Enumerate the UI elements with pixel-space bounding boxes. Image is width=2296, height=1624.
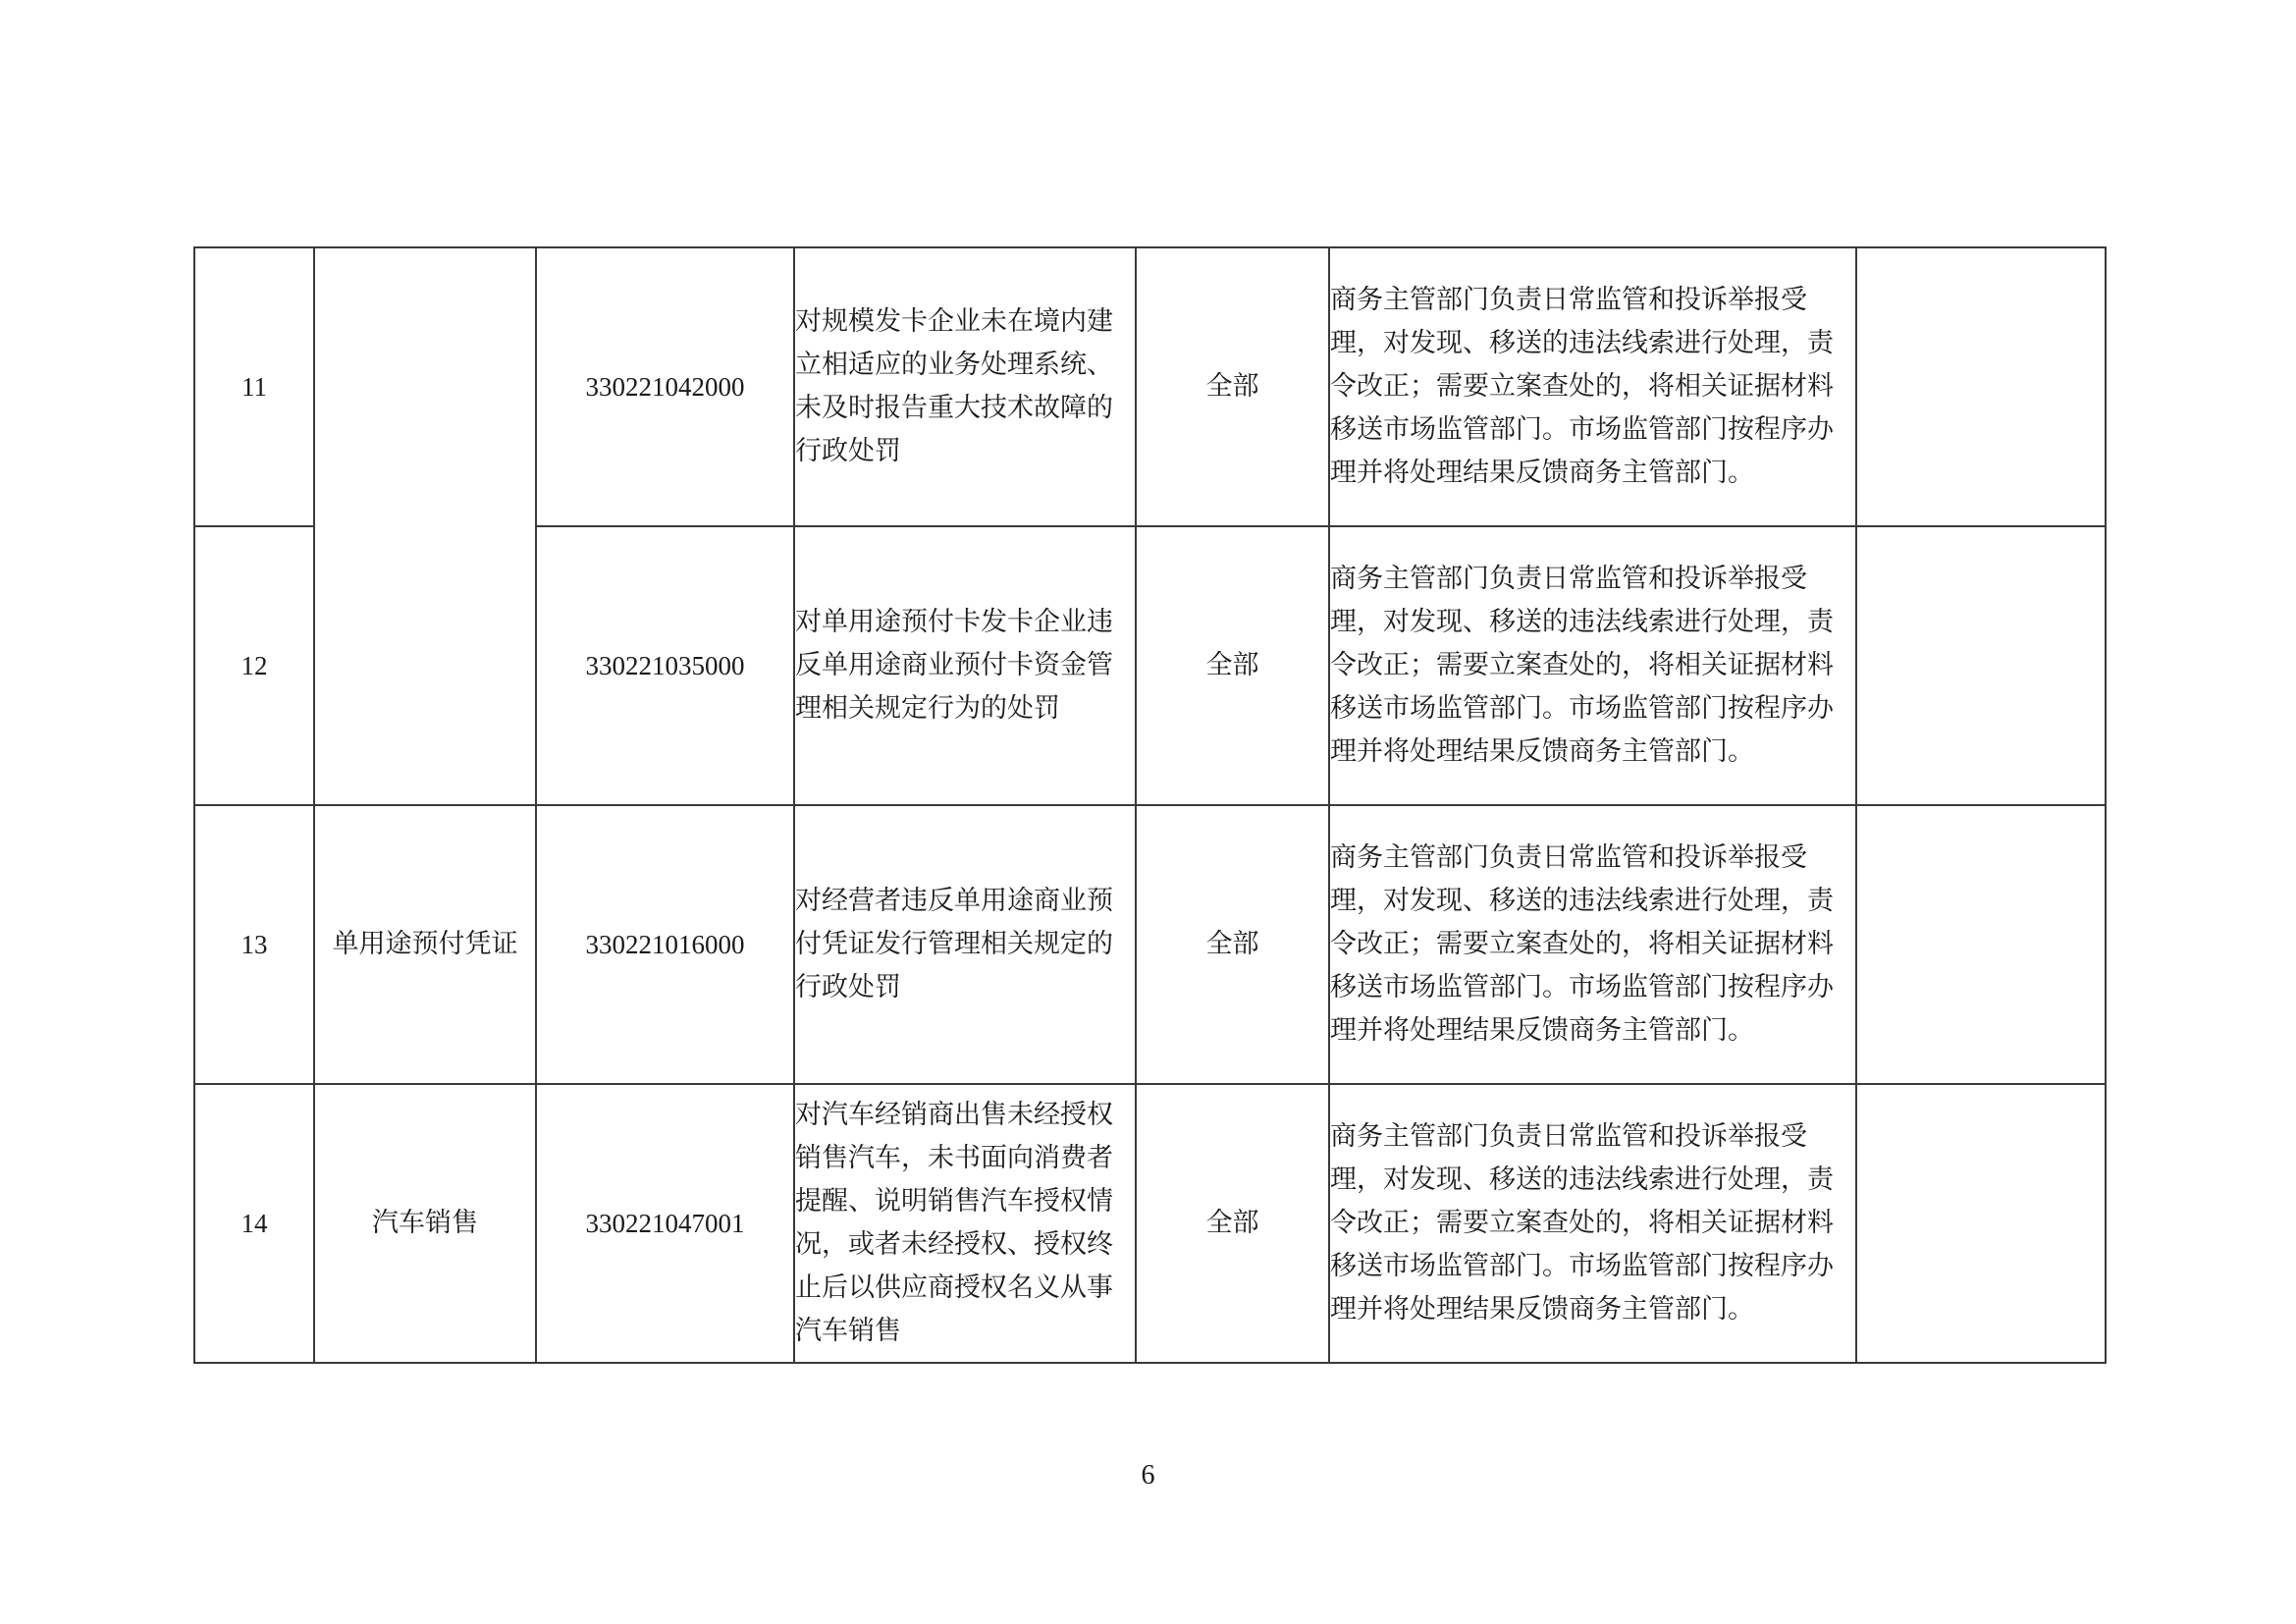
matter-code: 330221016000	[536, 805, 794, 1084]
table-row	[194, 1084, 2106, 1363]
row-number: 11	[194, 247, 314, 526]
duty-description: 商务主管部门负责日常监管和投诉举报受理，对发现、移送的违法线索进行处理，责令改正；需要立案查处的，将相关证据材料移送市场监管部门。市场监管部门按程序办理并将处理结果反馈商务主管部门。	[1329, 247, 1856, 526]
row-number: 13	[194, 805, 314, 1084]
table-row	[194, 805, 2106, 1084]
category-cell: 汽车销售	[314, 1084, 536, 1363]
note-cell	[1856, 247, 2106, 526]
matter-name: 对单用途预付卡发卡企业违反单用途商业预付卡资金管理相关规定行为的处罚	[794, 526, 1136, 805]
table-row	[194, 247, 2106, 526]
matters-table	[193, 246, 2107, 1364]
matter-name: 对规模发卡企业未在境内建立相适应的业务处理系统、未及时报告重大技术故障的行政处罚	[794, 247, 1136, 526]
note-cell	[1856, 526, 2106, 805]
row-number: 12	[194, 526, 314, 805]
duty-description: 商务主管部门负责日常监管和投诉举报受理，对发现、移送的违法线索进行处理，责令改正；需要立案查处的，将相关证据材料移送市场监管部门。市场监管部门按程序办理并将处理结果反馈商务主管部门。	[1329, 1084, 1856, 1363]
matter-code: 330221042000	[536, 247, 794, 526]
scope-cell: 全部	[1136, 247, 1329, 526]
page-number: 6	[1141, 1460, 1155, 1490]
note-cell	[1856, 1084, 2106, 1363]
duty-description: 商务主管部门负责日常监管和投诉举报受理，对发现、移送的违法线索进行处理，责令改正；需要立案查处的，将相关证据材料移送市场监管部门。市场监管部门按程序办理并将处理结果反馈商务主管部门。	[1329, 805, 1856, 1084]
matter-code: 330221035000	[536, 526, 794, 805]
matter-name: 对经营者违反单用途商业预付凭证发行管理相关规定的行政处罚	[794, 805, 1136, 1084]
row-number: 14	[194, 1084, 314, 1363]
scope-cell: 全部	[1136, 805, 1329, 1084]
matter-name: 对汽车经销商出售未经授权销售汽车，未书面向消费者提醒、说明销售汽车授权情况，或者未经授权、授权终止后以供应商授权名义从事汽车销售	[794, 1084, 1136, 1363]
category-cell: 单用途预付凭证	[314, 805, 536, 1084]
scope-cell: 全部	[1136, 526, 1329, 805]
note-cell	[1856, 805, 2106, 1084]
scope-cell: 全部	[1136, 1084, 1329, 1363]
duty-description: 商务主管部门负责日常监管和投诉举报受理，对发现、移送的违法线索进行处理，责令改正；需要立案查处的，将相关证据材料移送市场监管部门。市场监管部门按程序办理并将处理结果反馈商务主管部门。	[1329, 526, 1856, 805]
matter-code: 330221047001	[536, 1084, 794, 1363]
category-cell-empty	[314, 247, 536, 805]
